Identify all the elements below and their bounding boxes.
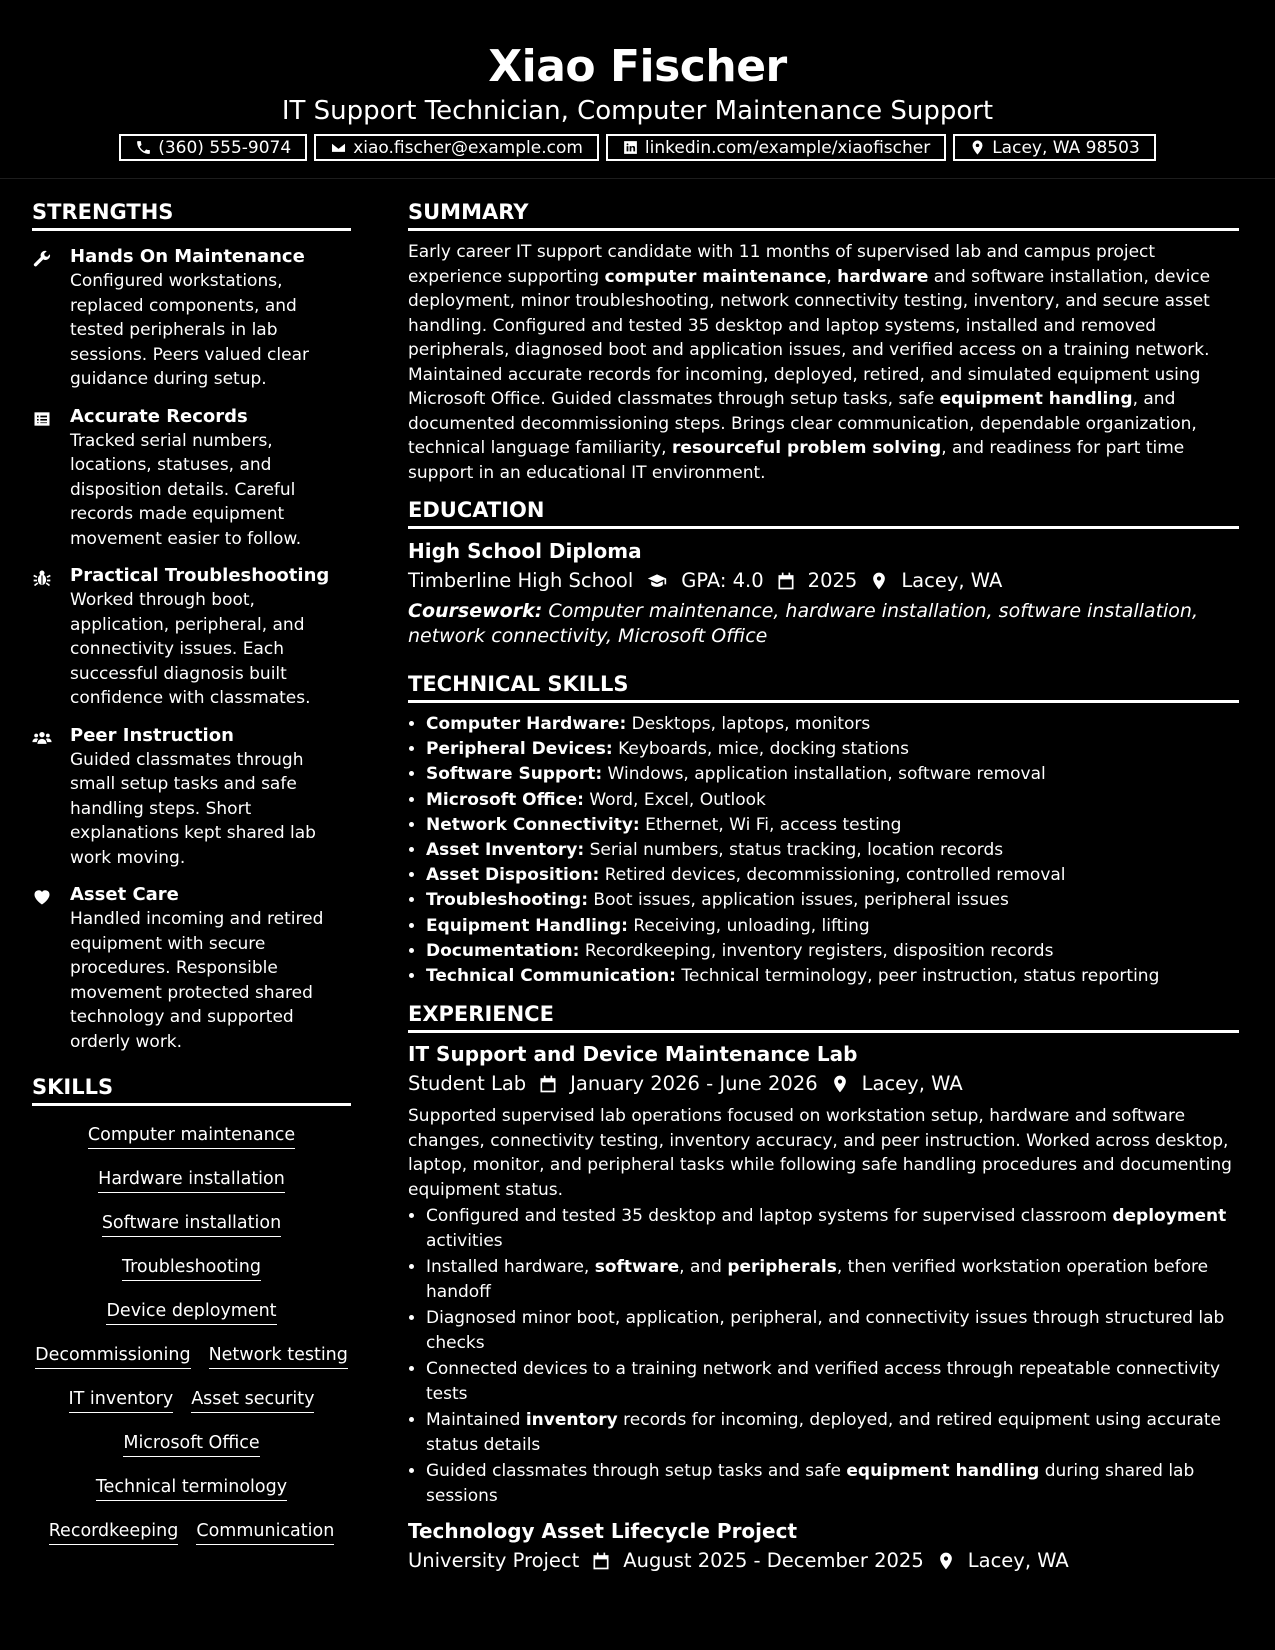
school-name: Timberline High School	[408, 569, 634, 592]
summary-text: Early career IT support candidate with 11 months of supervised lab and campus project experience supporting computer maintenance, hardware and software installation, device deployment, minor troubleshooting, network connectivity testing, inventory, and secure asset handling. Configured and tested 35 desktop and laptop systems, installed and removed peripherals, diagnosed boot and application issues, and verified access on a training network. Maintained accurate records for incoming, deployed, retired, and simulated equipment using Microsoft Office. Guided classmates through setup tasks, safe equipment handling, and documented decommissioning steps. Brings clear communication, dependable organization, technical language familiarity, resourceful problem solving, and readiness for part time support in an educational IT environment.	[408, 242, 1211, 483]
skill-chip: Troubleshooting	[122, 1256, 261, 1281]
contact-email[interactable]	[314, 134, 599, 161]
left-column	[32, 199, 351, 1545]
wrench-icon	[32, 249, 52, 269]
location-pin-icon	[869, 571, 889, 591]
technical-skill-item: • Equipment Handling: Receiving, unloading, lifting	[426, 914, 1239, 939]
location-pin-icon	[936, 1551, 956, 1571]
strength-text: Configured workstations, replaced components, and tested peripherals in lab sessions. Peers valued clear guidance during setup.	[70, 271, 309, 389]
strength-text: Handled incoming and retired equipment with secure procedures. Responsible movement protected shared technology and supported orderly work.	[70, 909, 324, 1052]
strength-title: Practical Troubleshooting	[70, 565, 330, 586]
experience-dates: January 2026 - June 2026	[570, 1072, 818, 1096]
skill-chip: Technical terminology	[96, 1476, 287, 1501]
education-location: Lacey, WA	[901, 569, 1003, 592]
strength-text: Worked through boot, application, peripheral, and connectivity issues. Each successful diagnosis built confidence with classmates.	[70, 590, 311, 708]
experience-bullet: • Installed hardware, software, and peripherals, then verified workstation operation before handoff	[426, 1255, 1239, 1304]
strength-text: Tracked serial numbers, locations, statuses, and disposition details. Careful records made equipment movement easier to follow.	[70, 430, 302, 549]
experience-meta	[408, 1547, 1239, 1575]
technical-skill-item: • Documentation: Recordkeeping, inventory registers, disposition records	[426, 939, 1239, 964]
skill-chip: Communication	[196, 1520, 334, 1545]
education-heading: EDUCATION	[408, 497, 1239, 529]
skill-chip: Microsoft Office	[123, 1432, 259, 1457]
experience-dates: August 2025 - December 2025	[623, 1549, 924, 1573]
contact-bar	[0, 134, 1275, 161]
technical-skills-list	[408, 712, 1239, 989]
resume-header	[0, 0, 1275, 179]
gpa-value: GPA: 4.0	[681, 569, 764, 592]
experience-heading: EXPERIENCE	[408, 1001, 1239, 1033]
calendar-icon	[591, 1551, 611, 1571]
contact-email-text: xiao.fischer@example.com	[353, 137, 583, 158]
experience-bullet: • Maintained inventory records for incoming, deployed, and retired equipment using accurate status details	[426, 1408, 1239, 1457]
experience-org: Student Lab	[408, 1072, 527, 1096]
technical-skill-item: • Asset Disposition: Retired devices, decommissioning, controlled removal	[426, 863, 1239, 888]
location-pin-icon	[969, 139, 986, 156]
contact-phone-text: (360) 555-9074	[158, 137, 292, 158]
calendar-icon	[538, 1074, 558, 1094]
technical-skill-item: • Troubleshooting: Boot issues, application issues, peripheral issues	[426, 888, 1239, 913]
skill-chip: Hardware installation	[98, 1168, 285, 1193]
right-column	[408, 199, 1239, 1575]
skill-chip: Asset security	[191, 1388, 314, 1413]
experience-bullets	[408, 1204, 1239, 1508]
strength-title: Accurate Records	[70, 405, 248, 427]
candidate-headline: IT Support Technician, Computer Maintenance Support	[281, 96, 994, 126]
strength-item	[32, 883, 351, 1054]
contact-linkedin[interactable]	[606, 134, 946, 161]
skills-heading: SKILLS	[32, 1074, 351, 1106]
experience-bullet: • Guided classmates through setup tasks and safe equipment handling during shared lab sessions	[426, 1459, 1239, 1508]
strength-text: Guided classmates through small setup tasks and safe handling steps. Short explanations kept shared lab work moving.	[70, 749, 316, 868]
candidate-name: Xiao Fischer	[488, 41, 787, 92]
contact-phone[interactable]	[119, 134, 307, 161]
phone-icon	[135, 139, 152, 156]
technical-skill-item: • Software Support: Windows, application installation, software removal	[426, 762, 1239, 787]
technical-skill-item: • Computer Hardware: Desktops, laptops, monitors	[426, 712, 1239, 737]
technical-skill-item: • Network Connectivity: Ethernet, Wi Fi, access testing	[426, 813, 1239, 838]
skill-chip: Device deployment	[106, 1300, 276, 1325]
experience-title: IT Support and Device Maintenance Lab	[408, 1042, 858, 1067]
list-icon	[32, 409, 52, 429]
strength-item	[32, 245, 351, 392]
strength-item	[32, 405, 351, 552]
experience-meta	[408, 1070, 1239, 1098]
users-icon	[32, 728, 52, 748]
education-meta	[408, 567, 1239, 595]
contact-location[interactable]	[953, 134, 1156, 161]
skill-chip: Recordkeeping	[49, 1520, 179, 1545]
graduation-cap-icon	[645, 571, 669, 591]
coursework-label: Coursework:	[408, 600, 543, 622]
skill-chip: IT inventory	[69, 1388, 174, 1413]
experience-bullet: • Connected devices to a training network and verified access through repeatable connectivity tests	[426, 1357, 1239, 1406]
experience-bullet: • Diagnosed minor boot, application, peripheral, and connectivity issues through structured lab checks	[426, 1306, 1239, 1355]
envelope-icon	[330, 139, 347, 156]
technical-skill-item: • Microsoft Office: Word, Excel, Outlook	[426, 788, 1239, 813]
skill-chip: Network testing	[209, 1344, 348, 1369]
experience-org: University Project	[408, 1549, 580, 1573]
skill-chip: Computer maintenance	[88, 1124, 295, 1149]
experience-bullet: • Configured and tested 35 desktop and laptop systems for supervised classroom deployment activities	[426, 1204, 1239, 1253]
heart-icon	[32, 887, 52, 907]
contact-linkedin-text: linkedin.com/example/xiaofischer	[644, 137, 931, 158]
technical-skill-item: • Peripheral Devices: Keyboards, mice, docking stations	[426, 737, 1239, 762]
skill-chip-list	[32, 1106, 351, 1545]
technical-skill-item: • Technical Communication: Technical terminology, peer instruction, status reporting	[426, 964, 1239, 989]
experience-description: Supported supervised lab operations focused on workstation setup, hardware and software changes, connectivity testing, inventory accuracy, and peer instruction. Worked across desktop, laptop, monitor, and peripheral tasks while following safe handling procedures and documenting equipment status.	[408, 1106, 1232, 1200]
strength-item	[32, 724, 351, 871]
coursework	[408, 599, 1239, 648]
experience-location: Lacey, WA	[861, 1072, 963, 1096]
location-pin-icon	[830, 1074, 850, 1094]
strength-title: Asset Care	[70, 884, 179, 905]
skill-chip: Software installation	[102, 1212, 281, 1237]
technical-skill-item: • Asset Inventory: Serial numbers, status tracking, location records	[426, 838, 1239, 863]
strength-title: Hands On Maintenance	[70, 246, 305, 267]
bug-icon	[32, 568, 52, 588]
strength-item	[32, 564, 351, 711]
linkedin-icon	[622, 139, 639, 156]
calendar-icon	[776, 571, 796, 591]
strength-title: Peer Instruction	[70, 724, 234, 746]
strengths-heading: STRENGTHS	[32, 199, 351, 231]
coursework-list: Computer maintenance, hardware installation, software installation, network connectivity, Microsoft Office	[408, 600, 1199, 647]
graduation-year: 2025	[807, 569, 858, 592]
degree-title: High School Diploma	[408, 539, 642, 563]
experience-location: Lacey, WA	[967, 1549, 1069, 1573]
contact-location-text: Lacey, WA 98503	[992, 137, 1140, 158]
technical-skills-heading: TECHNICAL SKILLS	[408, 671, 1239, 703]
experience-title: Technology Asset Lifecycle Project	[408, 1519, 798, 1544]
summary-heading: SUMMARY	[408, 199, 1239, 231]
skill-chip: Decommissioning	[35, 1344, 190, 1369]
